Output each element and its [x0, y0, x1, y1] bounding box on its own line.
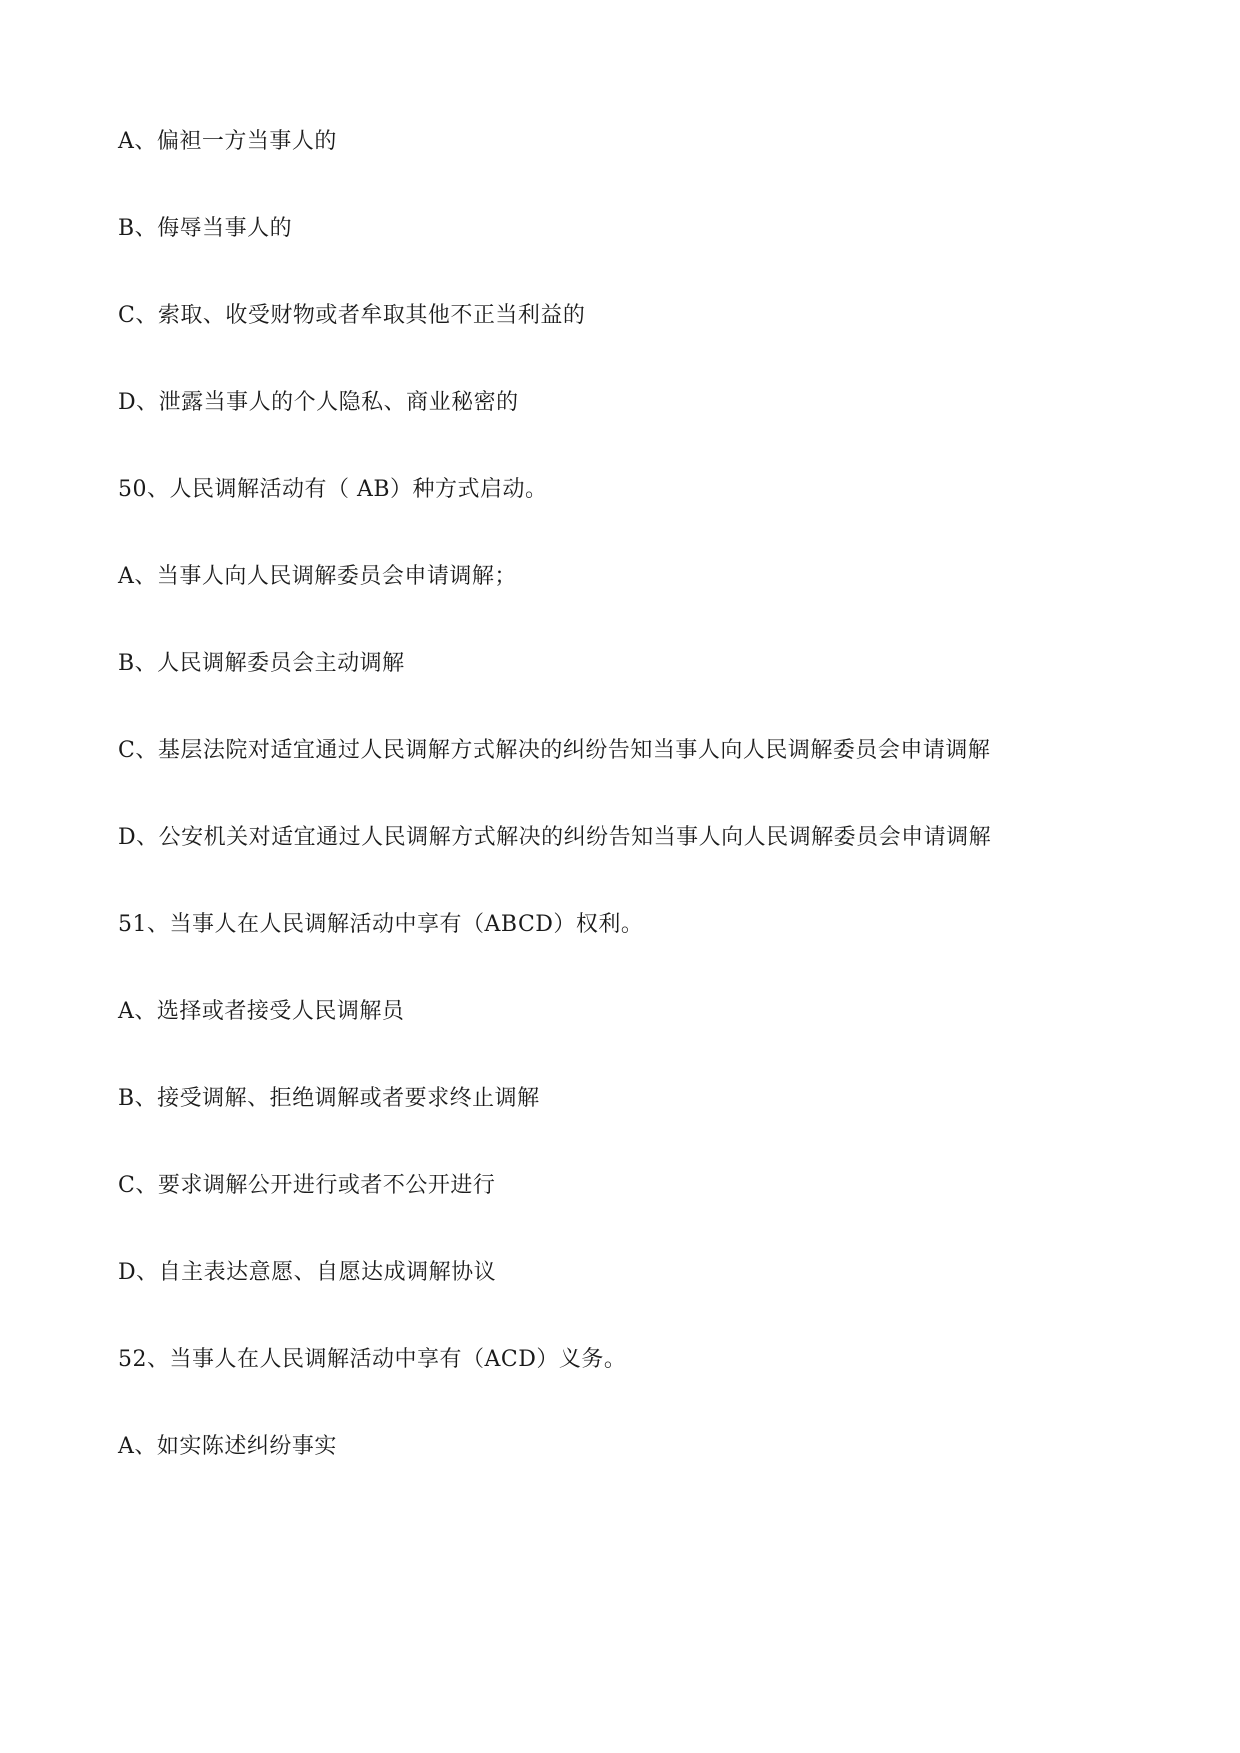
- option-line: D、泄露当事人的个人隐私、商业秘密的: [118, 390, 519, 415]
- option-line: B、人民调解委员会主动调解: [118, 651, 405, 676]
- question-line: 51、当事人在人民调解活动中享有（ABCD）权利。: [118, 912, 644, 937]
- option-line: C、要求调解公开进行或者不公开进行: [118, 1173, 496, 1198]
- option-line: D、自主表达意愿、自愿达成调解协议: [118, 1260, 497, 1285]
- option-line: A、偏袒一方当事人的: [118, 129, 337, 154]
- option-line: A、当事人向人民调解委员会申请调解；: [118, 564, 517, 589]
- question-line: 52、当事人在人民调解活动中享有（ACD）义务。: [118, 1347, 627, 1372]
- option-line: C、基层法院对适宜通过人民调解方式解决的纠纷告知当事人向人民调解委员会申请调解: [118, 738, 991, 763]
- option-line: A、如实陈述纠纷事实: [118, 1434, 337, 1459]
- option-line: B、侮辱当事人的: [118, 216, 293, 241]
- option-line: C、索取、收受财物或者牟取其他不正当利益的: [118, 303, 586, 328]
- question-line: 50、人民调解活动有（ AB）种方式启动。: [118, 477, 548, 502]
- option-line: A、选择或者接受人民调解员: [118, 999, 405, 1024]
- option-line: B、接受调解、拒绝调解或者要求终止调解: [118, 1086, 540, 1111]
- option-line: D、公安机关对适宜通过人民调解方式解决的纠纷告知当事人向人民调解委员会申请调解: [118, 825, 992, 850]
